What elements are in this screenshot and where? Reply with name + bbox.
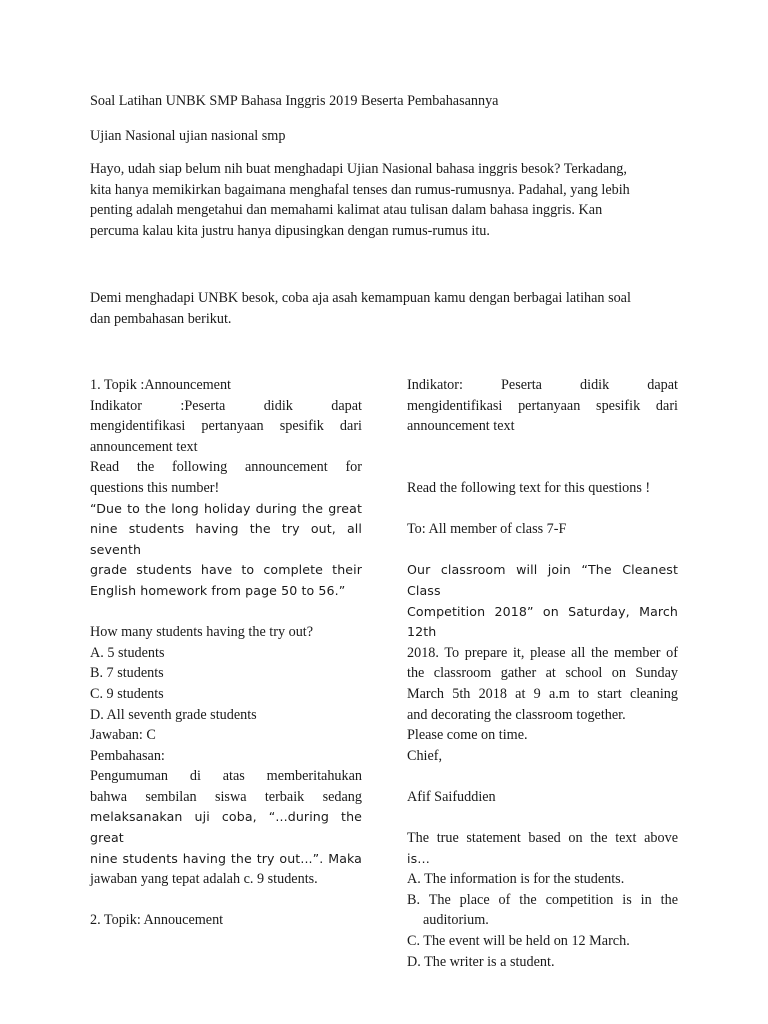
spacer bbox=[407, 540, 678, 561]
prompt-paragraph bbox=[90, 288, 690, 329]
question-1-read-line: questions this number! bbox=[90, 479, 220, 496]
question-1-indikator-line: Indikator :Peserta didik dapat bbox=[90, 397, 362, 414]
question-1-column bbox=[90, 375, 362, 931]
question-1-text: How many students having the try out? bbox=[90, 624, 314, 641]
question-1-option: D. All seventh grade students bbox=[90, 706, 257, 723]
spacer bbox=[407, 807, 678, 828]
intro-line: penting adalah mengetahui dan memahami kalimat atau tulisan dalam bahasa inggris. Kan bbox=[90, 202, 603, 219]
question-1-option: B. 7 students bbox=[90, 665, 164, 682]
question-2-read-line: Read the following text for this questions ! bbox=[407, 479, 651, 496]
announcement-quote-line: nine students having the try out, all seventh bbox=[90, 521, 362, 557]
question-2-option: C. The event will be held on 12 March. bbox=[407, 933, 630, 950]
letter-body-line: the classroom gather at school on Sunday bbox=[407, 665, 678, 682]
prompt-line: dan pembahasan berikut. bbox=[90, 310, 232, 327]
intro-line: percuma kalau kita justru hanya dipusingkan dengan rumus-rumus itu. bbox=[90, 222, 490, 239]
letter-body-line: March 5th 2018 at 9 a.m to start cleaning bbox=[407, 685, 678, 702]
question-1-indikator-line: announcement text bbox=[90, 438, 198, 455]
spacer bbox=[90, 602, 362, 623]
question-1-answer: Jawaban: C bbox=[90, 727, 156, 744]
question-1-discussion-line: nine students having the try out...”. Maka bbox=[90, 850, 362, 866]
question-1-indikator-line: mengidentifikasi pertanyaan spesifik dari bbox=[90, 418, 362, 435]
spacer bbox=[407, 499, 678, 520]
spacer bbox=[90, 890, 362, 911]
intro-paragraph bbox=[90, 159, 690, 241]
letter-signature: Afif Saifuddien bbox=[407, 788, 496, 805]
letter-sign-title: Chief, bbox=[407, 747, 443, 764]
page-title: Soal Latihan UNBK SMP Bahasa Inggris 2019 Beserta Pembahasannya bbox=[90, 93, 499, 109]
question-1-discussion-line: jawaban yang tepat adalah c. 9 students. bbox=[90, 871, 318, 888]
question-1-topic: 1. Topik :Announcement bbox=[90, 377, 231, 393]
letter-closing: Please come on time. bbox=[407, 727, 528, 744]
question-2-indikator-line: mengidentifikasi pertanyaan spesifik dari bbox=[407, 397, 678, 414]
spacer bbox=[407, 457, 678, 478]
announcement-quote-line: English homework from page 50 to 56.” bbox=[90, 582, 346, 598]
question-1-option: C. 9 students bbox=[90, 685, 164, 702]
question-2-column bbox=[407, 375, 678, 972]
question-1-discussion-line: Pengumuman di atas memberitahukan bbox=[90, 768, 362, 785]
announcement-quote-line: “Due to the long holiday during the great bbox=[90, 500, 362, 516]
question-1-option: A. 5 students bbox=[90, 644, 165, 661]
intro-line: Hayo, udah siap belum nih buat menghadapi Ujian Nasional bahasa inggris besok? Terkadang, bbox=[90, 161, 627, 177]
question-2-option: B. The place of the competition is in the auditorium. bbox=[407, 891, 678, 929]
question-1-read-line: Read the following announcement for bbox=[90, 459, 362, 476]
letter-body-line: and decorating the classroom together. bbox=[407, 706, 626, 723]
letter-body-line: 2018. To prepare it, please all the member of bbox=[407, 644, 678, 661]
prompt-line: Demi menghadapi UNBK besok, coba aja asah kemampuan kamu dengan berbagai latihan soal bbox=[90, 290, 631, 306]
letter-body-line: Competition 2018” on Saturday, March 12th bbox=[407, 603, 678, 640]
page-subtitle: Ujian Nasional ujian nasional smp bbox=[90, 128, 286, 144]
letter-recipient: To: All member of class 7-F bbox=[407, 521, 567, 538]
question-2-option: A. The information is for the students. bbox=[407, 871, 625, 888]
intro-line: kita hanya memikirkan bagaimana menghafal tenses dan rumus-rumusnya. Padahal, yang lebih bbox=[90, 181, 630, 198]
announcement-quote-line: grade students have to complete their bbox=[90, 562, 362, 578]
question-2-indikator-line: announcement text bbox=[407, 418, 515, 435]
question-1-discussion-label: Pembahasan: bbox=[90, 747, 165, 764]
question-2-statement-line: The true statement based on the text above bbox=[407, 830, 678, 847]
spacer bbox=[407, 437, 678, 458]
question-1-discussion-line: bahwa sembilan siswa terbaik sedang bbox=[90, 788, 362, 805]
question-2-indikator-line: Indikator: Peserta didik dapat bbox=[407, 377, 678, 393]
question-2-statement-line: is… bbox=[407, 850, 430, 866]
letter-body-line: Our classroom will join “The Cleanest Class bbox=[407, 562, 678, 598]
spacer bbox=[407, 766, 678, 787]
question-2-option: D. The writer is a student. bbox=[407, 953, 555, 970]
question-2-topic: 2. Topik: Annoucement bbox=[90, 912, 224, 929]
question-1-discussion-line: melaksanakan uji coba, “...during the great bbox=[90, 809, 362, 846]
